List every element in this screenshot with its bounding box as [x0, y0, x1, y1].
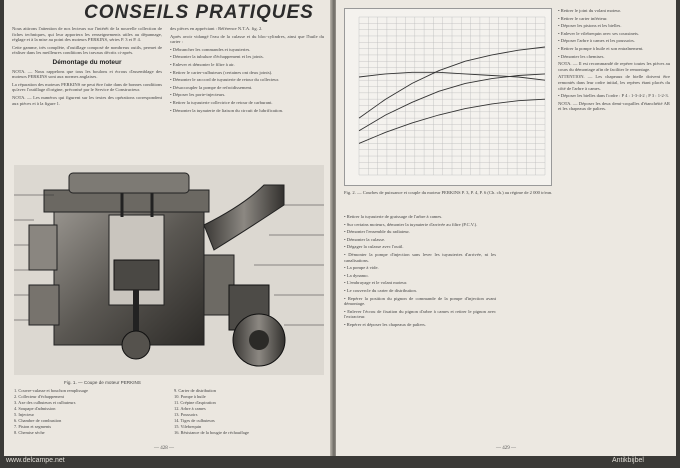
- legend-item: 8. Chemise sèche: [14, 430, 45, 435]
- legend-item: 12. Arbre à cames: [174, 406, 206, 411]
- list-item: • Retirer le joint du volant moteur.: [558, 8, 621, 13]
- intro-paragraph: Nous attirons l'attention de nos lecteurs sur l'intérêt de la nouvelle collection de fiches techniques, qui leur apportera les renseignements utiles au dépannage, réglage et à la mise au point des moteurs PERKINS, séries P. 3 et P. 4.: [12, 26, 162, 43]
- legend-item: 4. Soupape d'admission: [14, 406, 56, 411]
- list-item: • Enlever l'écrou de fixation du pignon d'arbre à cames et retirer le pignon avec l'extracteur.: [344, 308, 496, 320]
- intro-paragraph: Cette gamme, très complète, d'outillage composé de nombreux outils, permet de réaliser dans les meilleures conditions les travaux décrits ci-après.: [12, 44, 162, 56]
- list-item: • Retirer la tuyauterie de graissage de l'arbre à cames.: [344, 214, 443, 219]
- note-paragraph: ATTENTION. — Les chapeaux de bielle doivent être remontés dans leur ordre initial, les repères étant placés du côté de l'arbre à cames.: [558, 74, 670, 91]
- list-item: • Désaccoupler la pompe de refroidissement.: [170, 84, 253, 90]
- list-item: • Retirer le carter inférieur.: [558, 15, 608, 21]
- list-item: • La pompe à vide.: [344, 265, 379, 271]
- list-item: • Démonter la tuyauterie de liaison du circuit de lubrification.: [170, 107, 284, 113]
- list-item: • Démonter l'ensemble du radiateur.: [344, 229, 410, 235]
- section-title: Démontage du moteur: [52, 58, 122, 66]
- list-item: • Repérer la position du pignon de commande de la pompe d'injection avant démontage.: [344, 295, 496, 307]
- body-paragraph: NOTA. — Les numéros qui figurent sur les textes des opérations correspondent aux pièces et à la figure 1.: [12, 94, 162, 106]
- right-column-1: [344, 214, 496, 330]
- legend-item: 3. Axe des culbuteurs et culbuteurs: [14, 400, 76, 405]
- left-column-2: [170, 26, 324, 115]
- list-item: • Démonter les chemises.: [558, 53, 605, 59]
- right-column-2: [558, 8, 670, 114]
- list-item: • Retirer le carter-culbuteurs (certaines ont deux joints).: [170, 69, 273, 75]
- body-paragraph: La réparation des moteurs PERKINS ne peut être faite dans de bonnes conditions qu'avec l'outillage d'origine, préconisé par le Service de Constructeur.: [12, 81, 162, 93]
- list-item: • Déposer l'arbre à cames et les poussoirs.: [558, 38, 635, 44]
- legend-item: 9. Carter de distribution: [174, 388, 216, 393]
- list-item: • Démonter la culasse.: [344, 236, 386, 242]
- left-column-1: [12, 26, 162, 108]
- list-item: • Démonter le raccord de tuyauterie de retour du collecteur.: [170, 77, 280, 83]
- list-item: • Déposer les bielles dans l'ordre : P 4 : 1-3-4-2 ; P 3 : 1-2-3.: [558, 93, 669, 99]
- page-title: CONSEILS PRATIQUES: [84, 2, 314, 23]
- body-paragraph: des pièces en appréciant : Référence N.T.A. fig. 2.: [170, 26, 263, 31]
- legend-item: 6. Chambre de combustion: [14, 418, 62, 423]
- legend-item: 11. Crépine d'aspiration: [174, 400, 216, 405]
- list-item: • Retirer la pompe à huile et son entraînement.: [558, 45, 644, 51]
- page-number: — 428 —: [154, 446, 174, 451]
- list-item: • Déposer les pistons et les bielles.: [558, 23, 622, 29]
- legend-item: 5. Injecteur: [14, 412, 34, 417]
- list-item: • Repérer et déposer les chapeaux de paliers.: [344, 321, 426, 327]
- legend-item: 7. Piston et segments: [14, 424, 52, 429]
- watermark-left: www.delcampe.net: [6, 457, 65, 464]
- right-page: [336, 0, 676, 456]
- engine-cutaway-figure: [14, 165, 324, 375]
- list-item: • Enlever le vilebrequin avec ses coussinets.: [558, 30, 640, 36]
- watermark-right: Antikbijbel: [612, 457, 644, 464]
- figure-legend-left: [14, 388, 88, 436]
- performance-chart: [344, 8, 552, 186]
- figure-legend-right: [174, 388, 249, 436]
- page-number: — 429 —: [496, 446, 516, 451]
- list-item: • Déposer les porte-injecteurs.: [170, 92, 226, 98]
- legend-item: 16. Résistance de la bougie de réchauffage: [174, 430, 249, 435]
- legend-item: 13. Poussoirs: [174, 412, 198, 417]
- legend-item: 1. Couvre-culasse et bouchon remplissage: [14, 388, 89, 393]
- legend-item: 14. Tiges de culbuteurs: [174, 418, 215, 423]
- legend-item: 10. Pompe à huile: [174, 394, 206, 399]
- legend-item: 2. Collecteur d'échappement: [14, 394, 64, 399]
- list-item: • Dégager la culasse avec l'outil.: [344, 244, 404, 250]
- list-item: • Démonter la pompe d'injection sans lever les tuyauteries d'arrivée, ni les canalisations.: [344, 251, 496, 263]
- list-item: • Retirer la tuyauterie collectrice de retour de carburant.: [170, 99, 273, 105]
- list-item: • Débrancher les commandes et tuyauteries.: [170, 46, 251, 52]
- left-page: [4, 0, 332, 456]
- figure-caption: Fig. 1. — Coupe de moteur PERKINS: [64, 380, 141, 385]
- note-paragraph: NOTA. — Il est recommandé de repérer toutes les pièces au cours du démontage afin de faciliter le remontage.: [558, 61, 670, 72]
- list-item: • Le couvercle du carter de distribution.: [344, 287, 417, 293]
- body-paragraph: NOTA. — Nous rappelons que tous les boulons et écrous d'assemblage des moteurs PERKINS sont aux normes anglaises.: [12, 68, 162, 80]
- note-paragraph: NOTA. — Déposer les deux demi-coquilles d'étanchéité AR et les chapeaux de paliers.: [558, 100, 670, 112]
- list-item: • Démonter la tubulure d'échappement et les joints.: [170, 54, 264, 60]
- chart-caption: Fig. 2. — Courbes de puissance et couple du moteur PERKINS P. 3, P. 4, P. 6 (Ch. ch.) au régime de 2 000 tr/mn.: [344, 190, 553, 195]
- list-item: • Enlever et démonter le filtre à air.: [170, 61, 235, 67]
- body-paragraph: Après avoir vidangé l'eau de la culasse et du bloc-cylindres, ainsi que l'huile du carter :: [170, 33, 324, 45]
- list-item: • Sur certains moteurs, démonter la tuyauterie d'arrivée au filtre (P.C.V.).: [344, 221, 478, 227]
- list-item: • L'embrayage et le volant moteur.: [344, 280, 408, 286]
- chart-canvas: [345, 9, 551, 185]
- legend-item: 15. Vilebrequin: [174, 424, 202, 429]
- list-item: • La dynamo.: [344, 272, 369, 278]
